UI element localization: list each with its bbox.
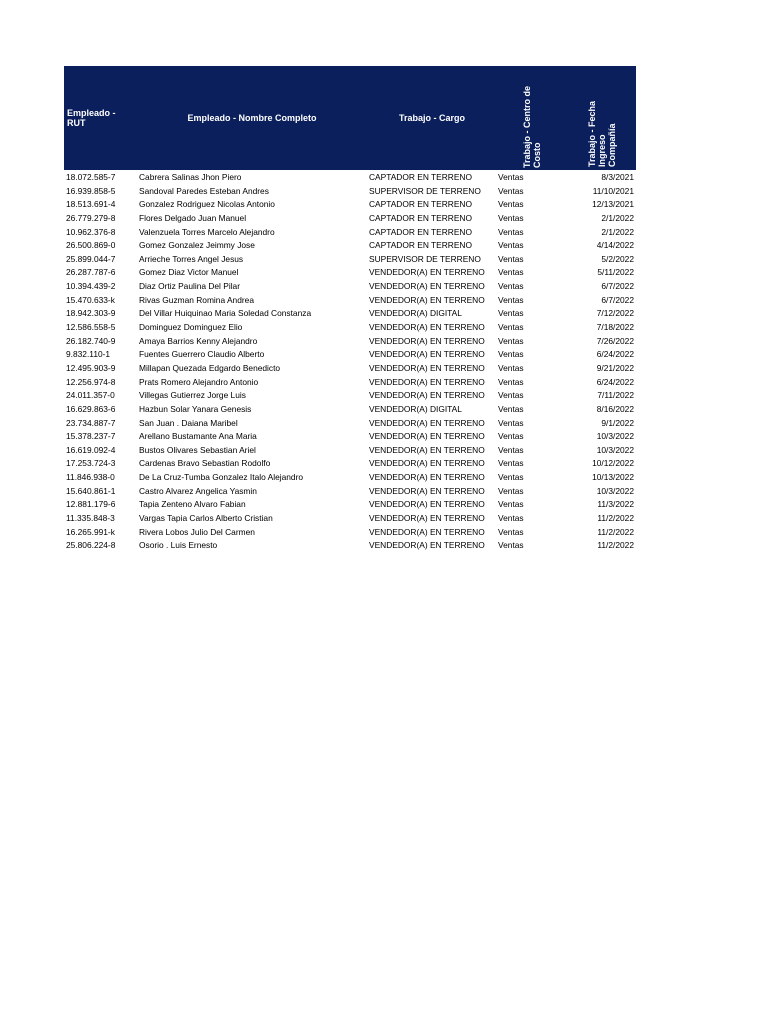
cell-cargo: VENDEDOR(A) EN TERRENO: [369, 322, 485, 333]
cell-name: Rivas Guzman Romina Andrea: [139, 294, 254, 305]
cell-rut: 10.394.439-2: [66, 281, 116, 292]
cell-fecha-ingreso: 11/2/2022: [597, 526, 634, 537]
cell-fecha-ingreso: 10/3/2022: [596, 431, 634, 442]
cell-cargo: VENDEDOR(A) EN TERRENO: [369, 513, 485, 524]
cell-cargo: VENDEDOR(A) EN TERRENO: [369, 335, 485, 346]
cell-rut: 15.640.861-1: [66, 485, 116, 496]
cell-name: Arellano Bustamante Ana Maria: [139, 431, 257, 442]
table-row: [64, 417, 636, 431]
cell-cargo: VENDEDOR(A) EN TERRENO: [369, 294, 485, 305]
header-fecha-ingreso: [568, 66, 636, 170]
table-row: [64, 498, 636, 512]
cell-fecha-ingreso: 10/3/2022: [596, 444, 634, 455]
cell-fecha-ingreso: 9/1/2022: [601, 417, 634, 428]
cell-centro-costo: Ventas: [498, 253, 524, 264]
cell-name: Del Villar Huiquinao Maria Soledad Constanza: [139, 308, 312, 319]
cell-centro-costo: Ventas: [498, 212, 524, 223]
cell-centro-costo: Ventas: [498, 376, 524, 387]
table-row: [64, 539, 636, 553]
cell-centro-costo: Ventas: [498, 172, 524, 182]
cell-fecha-ingreso: 7/26/2022: [596, 335, 634, 346]
employee-table: [64, 66, 636, 553]
table-row: [64, 485, 636, 499]
cell-centro-costo: Ventas: [498, 349, 524, 360]
cell-centro-costo: Ventas: [498, 308, 524, 319]
table-row: [64, 526, 636, 540]
cell-cargo: CAPTADOR EN TERRENO: [369, 226, 472, 237]
header-rut-label: Empleado - RUT: [67, 108, 116, 128]
table-row: [64, 335, 636, 349]
table-row: [64, 403, 636, 417]
table-row: [64, 389, 636, 403]
cell-centro-costo: Ventas: [498, 294, 524, 305]
cell-rut: 16.939.858-5: [66, 185, 116, 196]
cell-fecha-ingreso: 6/7/2022: [601, 294, 634, 305]
cell-fecha-ingreso: 12/13/2021: [592, 199, 634, 210]
cell-cargo: VENDEDOR(A) EN TERRENO: [369, 526, 485, 537]
cell-fecha-ingreso: 7/12/2022: [596, 308, 634, 319]
table-row: [64, 307, 636, 321]
cell-cargo: SUPERVISOR DE TERRENO: [369, 253, 481, 264]
cell-name: Amaya Barrios Kenny Alejandro: [139, 335, 258, 346]
table-row: [64, 280, 636, 294]
cell-fecha-ingreso: 8/16/2022: [596, 403, 634, 414]
cell-fecha-ingreso: 7/11/2022: [597, 390, 634, 401]
cell-cargo: VENDEDOR(A) EN TERRENO: [369, 390, 485, 401]
cell-centro-costo: Ventas: [498, 431, 524, 442]
cell-rut: 18.072.585-7: [66, 172, 116, 182]
cell-fecha-ingreso: 6/7/2022: [601, 281, 634, 292]
cell-name: Sandoval Paredes Esteban Andres: [139, 185, 269, 196]
cell-name: Arrieche Torres Angel Jesus: [139, 253, 244, 264]
header-name: [136, 66, 368, 170]
cell-name: Fuentes Guerrero Claudio Alberto: [139, 349, 265, 360]
cell-fecha-ingreso: 2/1/2022: [601, 226, 634, 237]
cell-fecha-ingreso: 11/10/2021: [592, 185, 634, 196]
cell-cargo: VENDEDOR(A) EN TERRENO: [369, 540, 485, 551]
cell-cargo: VENDEDOR(A) DIGITAL: [369, 308, 462, 319]
cell-name: Hazbun Solar Yanara Genesis: [139, 403, 252, 414]
cell-centro-costo: Ventas: [498, 226, 524, 237]
cell-cargo: VENDEDOR(A) EN TERRENO: [369, 349, 485, 360]
cell-name: Flores Delgado Juan Manuel: [139, 212, 247, 223]
cell-centro-costo: Ventas: [498, 513, 524, 524]
header-fecha-ingreso-label: Trabajo - Fecha Ingreso Compañía: [587, 100, 617, 167]
cell-name: Cardenas Bravo Sebastian Rodolfo: [139, 458, 271, 469]
table-row: [64, 348, 636, 362]
cell-rut: 12.586.558-5: [66, 322, 116, 333]
cell-rut: 17.253.724-3: [66, 458, 116, 469]
cell-name: Gomez Diaz Victor Manuel: [139, 267, 239, 278]
cell-cargo: SUPERVISOR DE TERRENO: [369, 185, 481, 196]
table-row: [64, 362, 636, 376]
cell-fecha-ingreso: 5/11/2022: [597, 267, 634, 278]
cell-cargo: VENDEDOR(A) DIGITAL: [369, 403, 462, 414]
table-row: [64, 471, 636, 485]
cell-name: Prats Romero Alejandro Antonio: [139, 376, 259, 387]
table-row: [64, 321, 636, 335]
cell-fecha-ingreso: 10/12/2022: [592, 458, 634, 469]
cell-centro-costo: Ventas: [498, 322, 524, 333]
cell-centro-costo: Ventas: [498, 390, 524, 401]
table-row: [64, 253, 636, 267]
cell-name: Millapan Quezada Edgardo Benedicto: [139, 362, 281, 373]
cell-fecha-ingreso: 10/13/2022: [592, 472, 634, 483]
cell-fecha-ingreso: 6/24/2022: [596, 349, 634, 360]
cell-rut: 23.734.887-7: [66, 417, 116, 428]
table-header: [64, 66, 636, 170]
cell-rut: 12.881.179-6: [66, 499, 116, 510]
cell-centro-costo: Ventas: [498, 281, 524, 292]
table-row: [64, 198, 636, 212]
cell-name: San Juan . Daiana Maribel: [139, 417, 238, 428]
cell-centro-costo: Ventas: [498, 526, 524, 537]
table-row: [64, 226, 636, 240]
cell-name: Gonzalez Rodriguez Nicolas Antonio: [139, 199, 275, 210]
header-rut: [64, 66, 136, 170]
table-row: [64, 171, 636, 185]
header-cargo-label: Trabajo - Cargo: [398, 113, 465, 123]
cell-fecha-ingreso: 4/14/2022: [596, 240, 634, 251]
cell-rut: 25.899.044-7: [66, 253, 116, 264]
cell-centro-costo: Ventas: [498, 267, 524, 278]
cell-fecha-ingreso: 11/3/2022: [597, 499, 634, 510]
cell-fecha-ingreso: 7/18/2022: [596, 322, 634, 333]
cell-centro-costo: Ventas: [498, 458, 524, 469]
table-row: [64, 239, 636, 253]
cell-cargo: VENDEDOR(A) EN TERRENO: [369, 499, 485, 510]
table-row: [64, 212, 636, 226]
cell-name: Gomez Gonzalez Jeimmy Jose: [139, 240, 255, 251]
cell-rut: 24.011.357-0: [66, 390, 115, 401]
cell-cargo: VENDEDOR(A) EN TERRENO: [369, 362, 485, 373]
cell-rut: 16.629.863-6: [66, 403, 116, 414]
table-row: [64, 444, 636, 458]
cell-name: Diaz Ortiz Paulina Del Pilar: [139, 281, 240, 292]
cell-fecha-ingreso: 8/3/2021: [601, 172, 634, 182]
cell-rut: 26.779.279-8: [66, 212, 116, 223]
table-body: [64, 171, 636, 553]
cell-fecha-ingreso: 5/2/2022: [601, 253, 634, 264]
cell-rut: 18.513.691-4: [66, 199, 116, 210]
cell-name: Tapia Zenteno Alvaro Fabian: [139, 499, 246, 510]
cell-rut: 18.942.303-9: [66, 308, 116, 319]
cell-cargo: VENDEDOR(A) EN TERRENO: [369, 458, 485, 469]
header-cargo: [368, 66, 496, 170]
table-row: [64, 430, 636, 444]
cell-name: Valenzuela Torres Marcelo Alejandro: [139, 226, 275, 237]
cell-centro-costo: Ventas: [498, 444, 524, 455]
cell-rut: 25.806.224-8: [66, 540, 116, 551]
cell-cargo: VENDEDOR(A) EN TERRENO: [369, 485, 485, 496]
cell-name: Castro Alvarez Angelica Yasmin: [139, 485, 257, 496]
cell-name: Villegas Gutierrez Jorge Luis: [139, 390, 246, 401]
cell-cargo: VENDEDOR(A) EN TERRENO: [369, 444, 485, 455]
cell-fecha-ingreso: 10/3/2022: [596, 485, 634, 496]
header-name-label: Empleado - Nombre Completo: [187, 113, 317, 123]
cell-centro-costo: Ventas: [498, 185, 524, 196]
cell-cargo: CAPTADOR EN TERRENO: [369, 212, 472, 223]
cell-centro-costo: Ventas: [498, 335, 524, 346]
cell-cargo: VENDEDOR(A) EN TERRENO: [369, 281, 485, 292]
cell-cargo: VENDEDOR(A) EN TERRENO: [369, 472, 485, 483]
cell-rut: 16.619.092-4: [66, 444, 116, 455]
cell-rut: 26.182.740-9: [66, 335, 116, 346]
cell-fecha-ingreso: 11/2/2022: [597, 540, 634, 551]
cell-rut: 15.470.633-k: [66, 294, 115, 305]
cell-fecha-ingreso: 6/24/2022: [596, 376, 634, 387]
cell-cargo: VENDEDOR(A) EN TERRENO: [369, 267, 485, 278]
cell-rut: 11.846.938-0: [66, 472, 115, 483]
cell-name: De La Cruz-Tumba Gonzalez Italo Alejandro: [139, 472, 304, 483]
cell-rut: 10.962.376-8: [66, 226, 116, 237]
cell-centro-costo: Ventas: [498, 499, 524, 510]
table-row: [64, 294, 636, 308]
cell-rut: 12.256.974-8: [66, 376, 116, 387]
cell-centro-costo: Ventas: [498, 417, 524, 428]
cell-cargo: CAPTADOR EN TERRENO: [369, 172, 472, 182]
cell-name: Dominguez Dominguez Elio: [139, 322, 243, 333]
cell-cargo: VENDEDOR(A) EN TERRENO: [369, 376, 485, 387]
cell-centro-costo: Ventas: [498, 199, 524, 210]
cell-cargo: CAPTADOR EN TERRENO: [369, 240, 472, 251]
cell-name: Rivera Lobos Julio Del Carmen: [139, 526, 255, 537]
cell-centro-costo: Ventas: [498, 540, 524, 551]
cell-cargo: VENDEDOR(A) EN TERRENO: [369, 431, 485, 442]
cell-name: Vargas Tapia Carlos Alberto Cristian: [139, 513, 273, 524]
cell-fecha-ingreso: 11/2/2022: [597, 513, 634, 524]
cell-rut: 15.378.237-7: [66, 431, 116, 442]
cell-rut: 9.832.110-1: [66, 349, 111, 360]
cell-centro-costo: Ventas: [498, 403, 524, 414]
cell-rut: 26.287.787-6: [66, 267, 116, 278]
cell-centro-costo: Ventas: [498, 362, 524, 373]
table-row: [64, 512, 636, 526]
cell-centro-costo: Ventas: [498, 472, 524, 483]
table-row: [64, 185, 636, 199]
cell-rut: 11.335.848-3: [66, 513, 115, 524]
cell-cargo: CAPTADOR EN TERRENO: [369, 199, 472, 210]
cell-rut: 16.265.991-k: [66, 526, 115, 537]
cell-centro-costo: Ventas: [498, 485, 524, 496]
cell-centro-costo: Ventas: [498, 240, 524, 251]
cell-name: Osorio . Luis Ernesto: [139, 540, 218, 551]
cell-rut: 26.500.869-0: [66, 240, 116, 251]
cell-name: Cabrera Salinas Jhon Piero: [139, 172, 242, 182]
table-row: [64, 376, 636, 390]
cell-cargo: VENDEDOR(A) EN TERRENO: [369, 417, 485, 428]
cell-fecha-ingreso: 9/21/2022: [596, 362, 634, 373]
header-centro-costo-label: Trabajo - Centro de Costo: [522, 85, 542, 168]
cell-name: Bustos Olivares Sebastian Ariel: [139, 444, 256, 455]
header-centro-costo: [496, 66, 568, 170]
cell-rut: 12.495.903-9: [66, 362, 116, 373]
table-row: [64, 266, 636, 280]
cell-fecha-ingreso: 2/1/2022: [601, 212, 634, 223]
table-row: [64, 457, 636, 471]
